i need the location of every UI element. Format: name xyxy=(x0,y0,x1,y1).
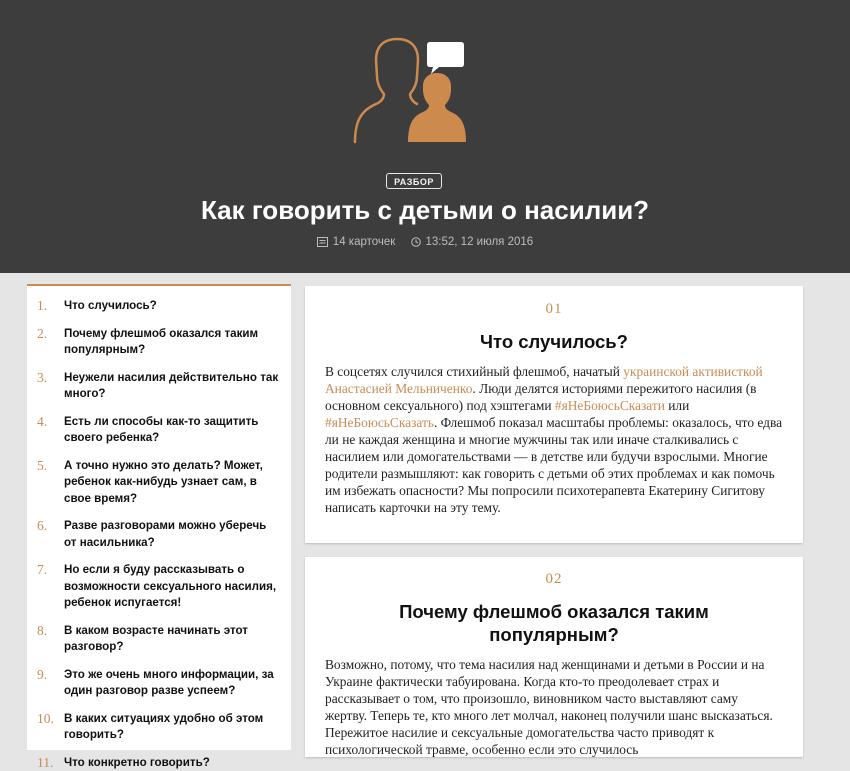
toc-number: 1. xyxy=(37,298,64,315)
toc-number: 5. xyxy=(37,458,64,508)
card-number: 01 xyxy=(305,300,803,318)
toc-label: Разве разговорами можно уберечь от насильника? xyxy=(64,518,281,551)
card-title: Что случилось? xyxy=(345,330,763,353)
card-number: 02 xyxy=(305,570,803,588)
hashtag-link-russian[interactable]: #яНеБоюсьСказать xyxy=(325,415,434,430)
page-title: Как говорить с детьми о насилии? xyxy=(0,192,850,228)
cards-count xyxy=(317,234,396,250)
toc-number: 10. xyxy=(37,711,64,744)
toc-number: 2. xyxy=(37,326,64,359)
toc-item-1[interactable] xyxy=(37,298,281,315)
toc-label: Это же очень много информации, за один разговор разве успеем? xyxy=(64,667,281,700)
toc-label: Неужели насилия действительно так много? xyxy=(64,370,281,403)
publish-date-label: 13:52, 12 июля 2016 xyxy=(426,236,534,248)
hashtag-link-ukrainian[interactable]: #яНеБоюсьСказати xyxy=(555,398,665,413)
cards-count-label: 14 карточек xyxy=(333,236,396,248)
card-text-part: . Люди делятся историями пережитого насилия (в основном сексуального) под хэштегами xyxy=(325,381,757,413)
toc-item-8[interactable] xyxy=(37,623,281,656)
toc-item-6[interactable] xyxy=(37,518,281,551)
table-of-contents xyxy=(27,284,291,750)
card-text-part: . Флешмоб показал масштабы проблемы: оказалось, что едва ли не каждая женщина и многие мужчины так или иначе сталкивались с насилием или домогательствами — в детстве или будучи взрослыми. Многие родители размышляют: как говорить с детьми об этих проблемах и как помочь им избежать опасности? Мы попросили психотерапевта Екатерину Сигитову написать карточки на эту тему. xyxy=(325,415,782,515)
toc-label: А точно нужно это делать? Может, ребенок как-нибудь узнает сам, в свое время? xyxy=(64,458,281,508)
toc-label: Почему флешмоб оказался таким популярным? xyxy=(64,326,281,359)
toc-item-10[interactable] xyxy=(37,711,281,744)
conversation-illustration-icon xyxy=(350,36,470,144)
activist-link[interactable]: украинской активисткой Анастасией Мельниченко xyxy=(325,364,763,396)
toc-number: 8. xyxy=(37,623,64,656)
card-text-part: В соцсетях случился стихийный флешмоб, начатый xyxy=(325,364,623,379)
toc-label: Есть ли способы как-то защитить своего ребенка? xyxy=(64,414,281,447)
category-tag[interactable]: РАЗБОР xyxy=(386,173,442,189)
publish-date xyxy=(411,234,534,250)
toc-number: 11. xyxy=(37,755,64,771)
toc-number: 9. xyxy=(37,667,64,700)
toc-item-4[interactable] xyxy=(37,414,281,447)
card-02 xyxy=(305,557,803,757)
clock-icon xyxy=(411,237,421,247)
card-01 xyxy=(305,286,803,543)
toc-number: 6. xyxy=(37,518,64,551)
cards-icon xyxy=(317,237,328,247)
toc-item-5[interactable] xyxy=(37,458,281,508)
toc-label: Что случилось? xyxy=(64,298,157,315)
toc-label: В каких ситуациях удобно об этом говорить? xyxy=(64,711,281,744)
card-text-part: или xyxy=(665,398,689,413)
toc-item-3[interactable] xyxy=(37,370,281,403)
toc-item-11[interactable] xyxy=(37,755,281,771)
card-title: Почему флешмоб оказался таким популярным? xyxy=(345,600,763,646)
toc-item-2[interactable] xyxy=(37,326,281,359)
toc-label: Но если я буду рассказывать о возможности сексуального насилия, ребенок испугается! xyxy=(64,562,281,612)
toc-item-9[interactable] xyxy=(37,667,281,700)
toc-number: 3. xyxy=(37,370,64,403)
toc-number: 4. xyxy=(37,414,64,447)
article-meta xyxy=(0,234,850,250)
hero-header xyxy=(0,0,850,273)
toc-label: В каком возрасте начинать этот разговор? xyxy=(64,623,281,656)
toc-label: Что конкретно говорить? xyxy=(64,755,210,771)
card-text xyxy=(325,363,783,516)
toc-item-7[interactable] xyxy=(37,562,281,612)
toc-number: 7. xyxy=(37,562,64,612)
card-text: Возможно, потому, что тема насилия над женщинами и детьми в России и на Украине фактически табуирована. Когда кто-то преодолевает страх и рассказывает о том, что произошло, виновником часто выставляют саму жертву. Теперь те, кто много лет молчал, наконец получили шанс высказаться. Пережитое насилие и сексуальные домогательства часто приводят к психологической травме, особенно если это случилось xyxy=(325,656,783,758)
toc-list xyxy=(27,286,291,771)
